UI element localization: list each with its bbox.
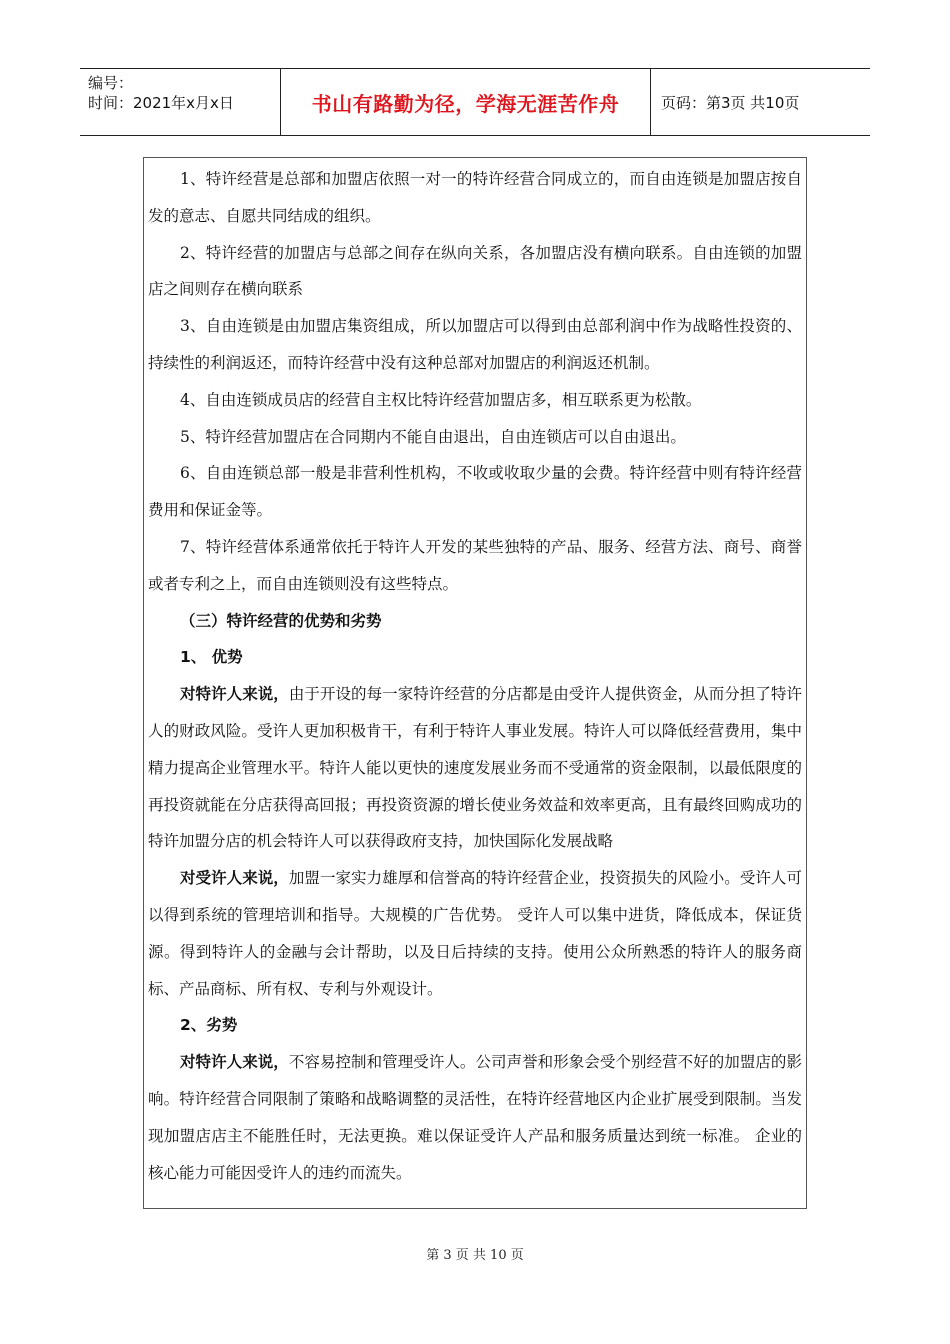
header-page-info: 页码：第3页 共10页 [661, 93, 800, 112]
disadvantages-franchisor-paragraph [148, 1044, 802, 1191]
advantages-franchisor-paragraph [148, 676, 802, 860]
franchisee-advantage-text: 加盟一家实力雄厚和信誉高的特许经营企业，投资损失的风险小。受许人可以得到系统的管理培训和指导。大规模的广告优势。 受许人可以集中进货，降低成本，保证货源。得到特许人的金融与会计帮助，以及日后持续的支持。使用公众所熟悉的特许人的服务商标、产品商标、所有权、专利与外观设计。 [148, 869, 802, 998]
paragraph-6: 6、自由连锁总部一般是非营利性机构，不收或收取少量的会费。特许经营中则有特许经营费用和保证金等。 [148, 464, 802, 520]
paragraph-7: 7、特许经营体系通常依托于特许人开发的某些独特的产品、服务、经营方法、商号、商誉或者专利之上，而自由连锁则没有这些特点。 [148, 537, 802, 593]
page-footer: 第 3 页 共 10 页 [426, 1248, 524, 1263]
paragraph-2: 2、特许经营的加盟店与总部之间存在纵向关系，各加盟店没有横向联系。自由连锁的加盟店之间则存在横向联系 [148, 243, 802, 299]
header-motto: 书山有路勤为径，学海无涯苦作舟 [281, 69, 651, 135]
paragraph-5: 5、特许经营加盟店在合同期内不能自由退出，自由连锁店可以自由退出。 [180, 427, 686, 446]
advantages-franchisee-paragraph [148, 860, 802, 1007]
disadvantages-heading: 2、劣势 [180, 1016, 238, 1035]
franchisor-disadvantage-text: 不容易控制和管理受许人。公司声誉和形象会受个别经营不好的加盟店的影响。特许经营合同限制了策略和战略调整的灵活性，在特许经营地区内企业扩展受到限制。当发现加盟店店主不能胜任时，无法更换。难以保证受许人产品和服务质量达到统一标准。 企业的核心能力可能因受许人的违约而流失。 [148, 1053, 802, 1182]
franchisor-lead: 对特许人来说， [180, 685, 289, 704]
franchisor-lead: 对特许人来说， [180, 1053, 289, 1072]
document-number-label: 编号： [88, 74, 134, 92]
franchisee-lead: 对受许人来说， [180, 869, 289, 888]
content-box [143, 157, 807, 1209]
paragraph-3: 3、自由连锁是由加盟店集资组成，所以加盟店可以得到由总部利润中作为战略性投资的、持续性的利润返还，而特许经营中没有这种总部对加盟店的利润返还机制。 [148, 317, 802, 372]
section-heading: （三）特许经营的优势和劣势 [180, 611, 382, 630]
page-header [80, 68, 870, 136]
header-meta [80, 69, 281, 135]
paragraph-1: 1、特许经营是总部和加盟店依照一对一的特许经营合同成立的，而自由连锁是加盟店按自发的意志、自愿共同结成的组织。 [148, 170, 802, 225]
paragraph-4: 4、自由连锁成员店的经营自主权比特许经营加盟店多，相互联系更为松散。 [180, 390, 702, 409]
franchisor-advantage-text: 由于开设的每一家特许经营的分店都是由受许人提供资金，从而分担了特许人的财政风险。受许人更加积极肯干，有利于特许人事业发展。特许人可以降低经营费用，集中精力提高企业管理水平。特许人能以更快的速度发展业务而不受通常的资金限制，以最低限度的再投资就能在分店获得高回报；再投资资源的增长使业务效益和效率更高，且有最终回购成功的特许加盟分店的机会特许人可以获得政府支持，加快国际化发展战略 [148, 685, 802, 851]
advantages-heading: 1、 优势 [180, 648, 243, 667]
document-time-label: 时间：2021年x月x日 [88, 94, 234, 112]
